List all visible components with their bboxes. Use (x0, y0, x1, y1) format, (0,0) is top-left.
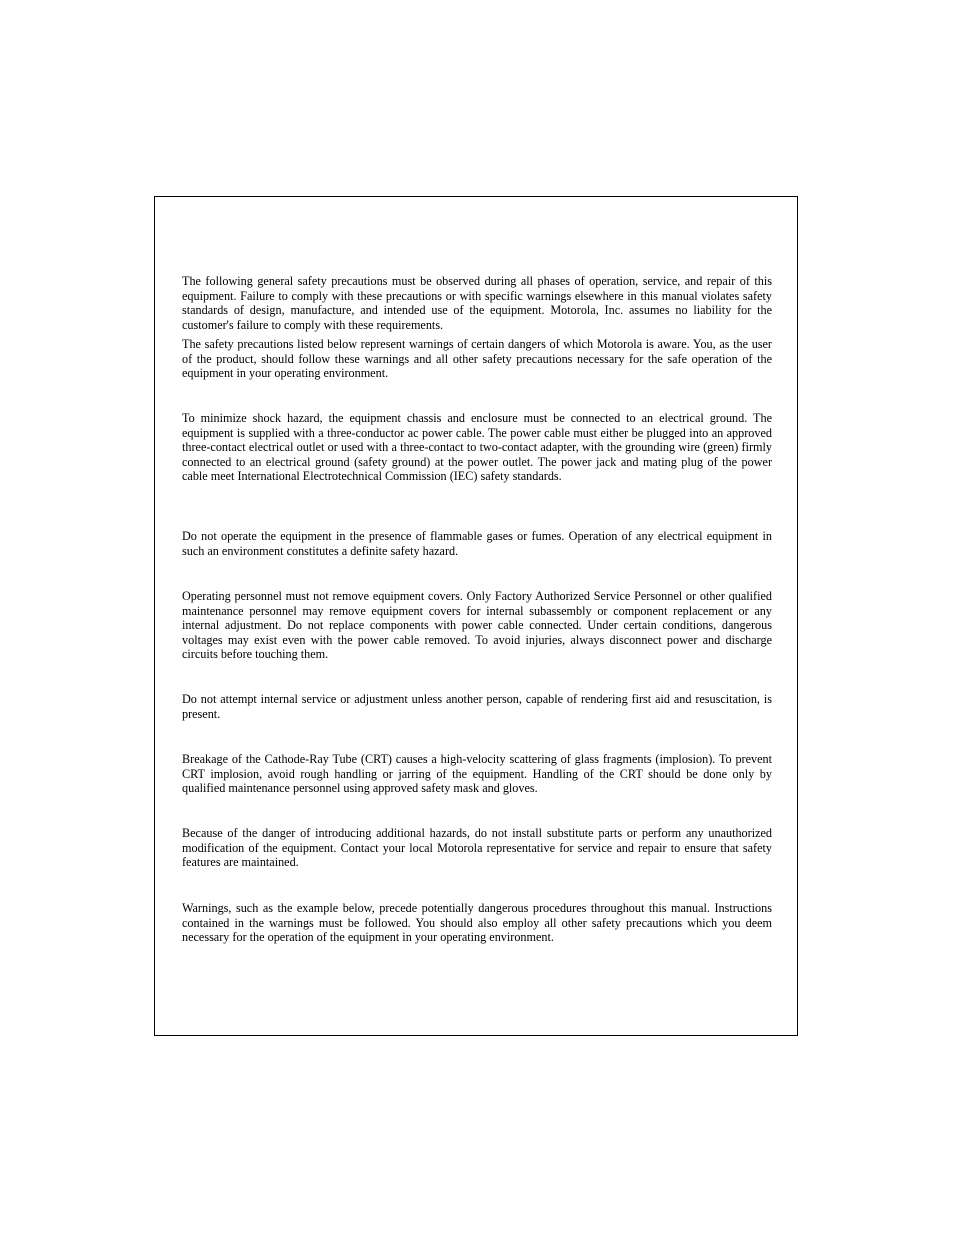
explosive-atmosphere-text: Do not operate the equipment in the presence of flammable gases or fumes. Operation of any electrical equipment in such an environment constitutes a definite safety hazard. (182, 529, 772, 558)
dangers-paragraph (182, 337, 772, 381)
live-circuits-text: Operating personnel must not remove equipment covers. Only Factory Authorized Service Personnel or other qualified maintenance personnel may remove equipment covers for internal subassembly or component replacement or any internal adjustment. Do not replace components with power cable connected. Under certain conditions, dangerous voltages may exist even with the power cable removed. To avoid injuries, always disconnect power and discharge circuits before touching them. (182, 589, 772, 662)
ground-paragraph (182, 411, 772, 484)
service-alone-paragraph (182, 692, 772, 721)
ground-instrument-text: To minimize shock hazard, the equipment chassis and enclosure must be connected to an electrical ground. The equipment is supplied with a three-conductor ac power cable. The power cable must either be plugged into an approved three-contact electrical outlet or used with a three-contact to two-contact adapter, with the grounding wire (green) firmly connected to an electrical ground (safety ground) at the power outlet. The power jack and mating plug of the power cable meet International Electrotechnical Commission (IEC) safety standards. (182, 411, 772, 484)
explosive-paragraph (182, 529, 772, 558)
crt-paragraph (182, 752, 772, 796)
warnings-text: Warnings, such as the example below, precede potentially dangerous procedures throughout this manual. Instructions contained in the warnings must be followed. You should also employ all other safety precautions which you deem necessary for the operation of the equipment in your operating environment. (182, 901, 772, 945)
warnings-paragraph (182, 901, 772, 945)
live-circuits-paragraph (182, 589, 772, 662)
general-precautions-text: The following general safety precautions must be observed during all phases of operation, service, and repair of this equipment. Failure to comply with these precautions or with specific warnings elsewhere in this manual violates safety standards of design, manufacture, and intended use of the equipment. Motorola, Inc. assumes no liability for the customer's failure to comply with these requirements. (182, 274, 772, 332)
substitute-parts-text: Because of the danger of introducing additional hazards, do not install substitute parts or perform any unauthorized modification of the equipment. Contact your local Motorola representative for service and repair to ensure that safety features are maintained. (182, 826, 772, 870)
crt-implosion-text: Breakage of the Cathode-Ray Tube (CRT) causes a high-velocity scattering of glass fragments (implosion). To prevent CRT implosion, avoid rough handling or jarring of the equipment. Handling of the CRT should be done only by qualified maintenance personnel using approved safety mask and gloves. (182, 752, 772, 796)
substitute-parts-paragraph (182, 826, 772, 870)
service-alone-text: Do not attempt internal service or adjustment unless another person, capable of rendering first aid and resuscitation, is present. (182, 692, 772, 721)
listed-precautions-text: The safety precautions listed below represent warnings of certain dangers of which Motorola is aware. You, as the user of the product, should follow these warnings and all other safety precautions necessary for the safe operation of the equipment in your operating environment. (182, 337, 772, 381)
intro-paragraph (182, 274, 772, 332)
